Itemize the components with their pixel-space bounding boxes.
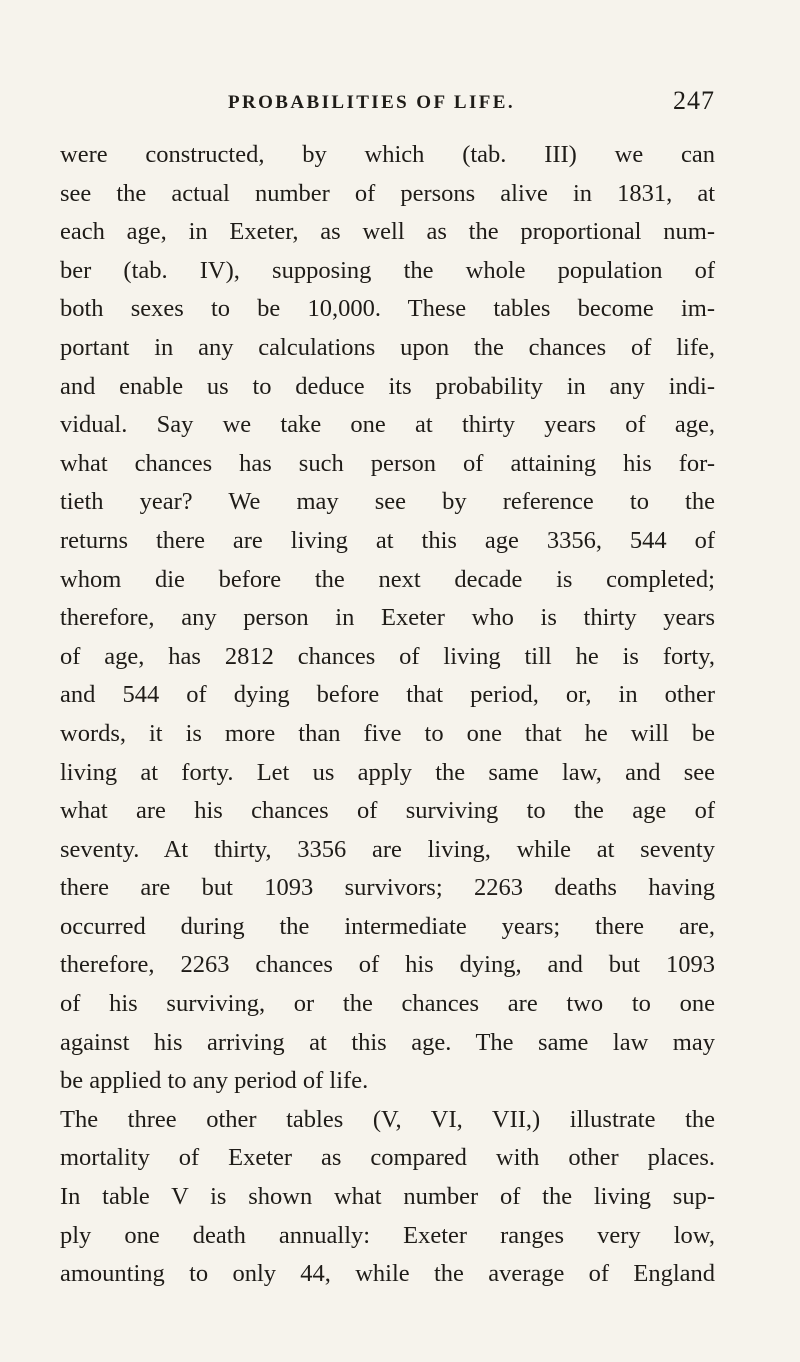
text-line: seventy. At thirty, 3356 are living, while at seventy — [60, 835, 715, 863]
text-line: ply one death annually: Exeter ranges very low, — [60, 1221, 715, 1249]
running-head — [60, 86, 715, 122]
text-line: portant in any calculations upon the chances of life, — [60, 333, 715, 361]
text-line: and 544 of dying before that period, or, in other — [60, 681, 715, 709]
text-line: see the actual number of persons alive in 1831, at — [60, 179, 715, 207]
text-line: what are his chances of surviving to the age of — [60, 797, 715, 825]
text-line: vidual. Say we take one at thirty years of age, — [60, 411, 715, 439]
text-line: there are but 1093 survivors; 2263 deaths having — [60, 874, 715, 902]
text-line: In table V is shown what number of the living sup- — [60, 1183, 715, 1211]
text-line: therefore, any person in Exeter who is thirty years — [60, 604, 715, 632]
text-line: therefore, 2263 chances of his dying, and but 1093 — [60, 951, 715, 979]
text-line: both sexes to be 10,000. These tables become im- — [60, 295, 715, 323]
text-line: against his arriving at this age. The same law may — [60, 1028, 715, 1056]
text-line: amounting to only 44, while the average of England — [60, 1260, 715, 1288]
text-line: words, it is more than five to one that he will be — [60, 719, 715, 747]
text-line: each age, in Exeter, as well as the proportional num- — [60, 218, 715, 246]
text-line: ber (tab. IV), supposing the whole population of — [60, 256, 715, 284]
page-number: 247 — [673, 86, 715, 115]
text-line: mortality of Exeter as compared with other places. — [60, 1144, 715, 1172]
text-line: living at forty. Let us apply the same law, and see — [60, 758, 715, 786]
text-line: and enable us to deduce its probability in any indi- — [60, 372, 715, 400]
paragraph-start-line: The three other tables (V, VI, VII,) illustrate the — [60, 1105, 715, 1133]
text-line: tieth year? We may see by reference to the — [60, 488, 715, 516]
text-line: whom die before the next decade is completed; — [60, 565, 715, 593]
paragraph-end-line: be applied to any period of life. — [60, 1067, 369, 1095]
text-line: of his surviving, or the chances are two to one — [60, 990, 715, 1018]
text-line: returns there are living at this age 3356, 544 of — [60, 526, 715, 554]
body-text — [60, 136, 715, 1294]
text-line: of age, has 2812 chances of living till he is forty, — [60, 642, 715, 670]
text-line: were constructed, by which (tab. III) we can — [60, 141, 715, 168]
running-title: PROBABILITIES OF LIFE. — [228, 92, 516, 113]
text-line: occurred during the intermediate years; there are, — [60, 912, 715, 940]
text-line: what chances has such person of attaining his for- — [60, 449, 715, 477]
